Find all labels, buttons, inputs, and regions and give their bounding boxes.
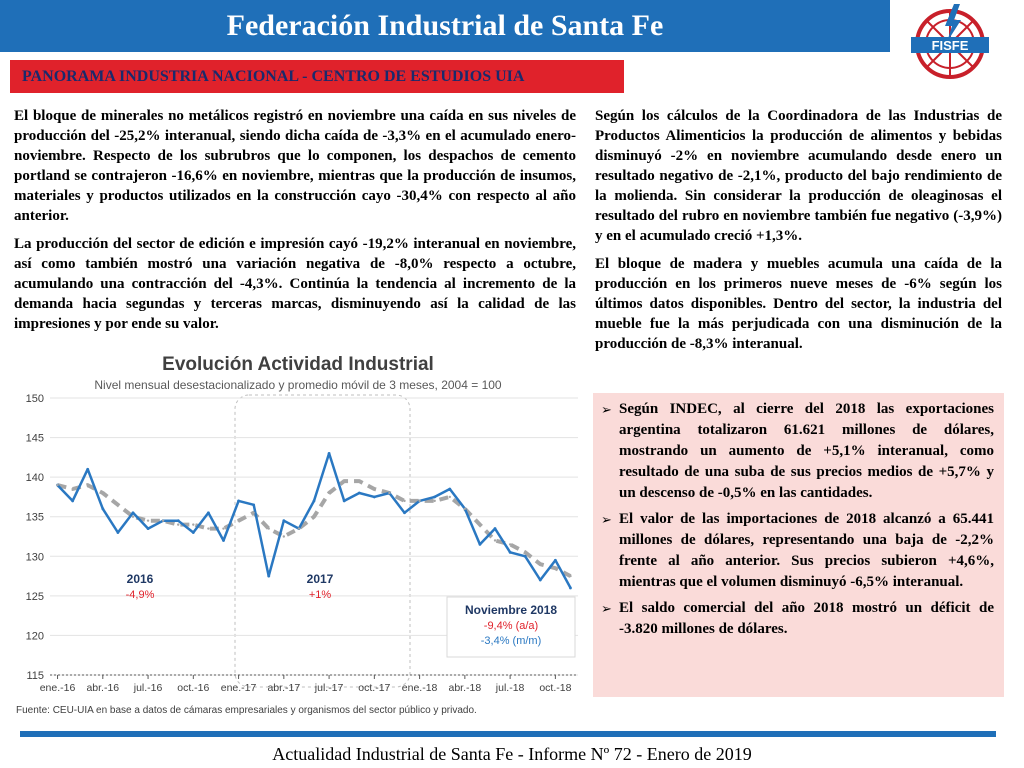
monthly-level-point (509, 551, 512, 554)
paragraph: El bloque de minerales no metálicos registró en noviembre una caída en sus niveles de producción del -25,2% interanual, siendo dicha caída de -3,3% en el acumulado enero-noviembre. Respecto de los subrubros que lo componen, los despachos de cemento portland se contrajeron -16,6% en noviembre, mientras que la producción de insumos, materiales y productos utilizados en la construcción cayo -30,4% con respecto al año anterior. (14, 108, 576, 224)
y-tick-label: 125 (25, 590, 44, 603)
annotation-2017-value: +1% (308, 589, 332, 601)
monthly-level-point (222, 539, 225, 542)
section-banner (10, 60, 624, 93)
moving-average-point (418, 500, 420, 502)
annotation-2016-label: 2016 (126, 572, 154, 586)
y-tick-label: 130 (25, 551, 44, 564)
monthly-level-point (282, 519, 285, 522)
arrow-bullet-icon: ➢ (601, 403, 612, 418)
moving-average-point (283, 535, 285, 537)
list-item (601, 509, 994, 593)
industrial-activity-chart (10, 345, 588, 720)
monthly-level-point (86, 468, 89, 471)
annotation-2017-label: 2017 (306, 572, 334, 586)
moving-average-point (268, 527, 270, 529)
moving-average-point (56, 484, 58, 486)
monthly-level-point (207, 511, 210, 514)
x-tick-label: jul.-17 (314, 682, 344, 694)
moving-average-point (313, 516, 315, 518)
paragraph: La producción del sector de edición e impresión cayó -19,2% interanual en noviembre, así como también mostró una variación negativa de -8,0% respecto a octubre, acumulando una contracción del -4,3%. Continúa la tendencia al incremento de la demanda hacia segundas y terceras marcas, disminuyendo así la calidad de las impresiones y por ende su valor. (14, 236, 576, 332)
y-tick-label: 145 (25, 432, 44, 445)
x-tick-label: ene.-18 (401, 682, 438, 694)
moving-average-point (147, 519, 149, 521)
x-tick-label: oct.-18 (539, 682, 572, 694)
footer-divider (20, 731, 996, 737)
monthly-level-point (569, 587, 572, 590)
bullet-text: El valor de las importaciones de 2018 alcanzó a 65.441 millones de dólares, representando una baja de -2,2% frente al año anterior. Sus precios subieron +4,6%, mientras que el volumen disminuyó -6,5% interanual. (619, 511, 994, 590)
y-tick-label: 115 (26, 670, 44, 682)
moving-average-point (328, 492, 330, 494)
monthly-level-point (192, 531, 195, 534)
monthly-level-point (116, 531, 119, 534)
monthly-level-point (539, 579, 542, 582)
november-2018-label: Noviembre 2018 (464, 603, 558, 617)
moving-average-point (509, 543, 511, 545)
monthly-level-point (177, 519, 180, 522)
monthly-level-point (373, 496, 376, 499)
monthly-level-point (494, 527, 497, 530)
moving-average-point (479, 523, 481, 525)
left-text-column (14, 106, 576, 342)
monthly-level-point (71, 499, 74, 502)
moving-average-point (539, 563, 541, 565)
monthly-level-point (147, 527, 150, 530)
x-tick-label: abr.-17 (267, 682, 301, 694)
monthly-level-line (58, 453, 571, 588)
monthly-level-point (524, 555, 527, 558)
moving-average-point (87, 484, 89, 486)
x-tick-label: oct.-17 (358, 682, 391, 694)
page-title: Federación Industrial de Santa Fe (226, 9, 664, 42)
moving-average-point (569, 575, 571, 577)
chart-svg (10, 345, 588, 720)
annotation-2016-value: -4,9% (125, 589, 155, 601)
monthly-level-point (237, 499, 240, 502)
moving-average-point (298, 527, 300, 529)
moving-average-point (494, 539, 496, 541)
list-item (601, 598, 994, 640)
footer-text: Actualidad Industrial de Santa Fe - Informe Nº 72 - Enero de 2019 (272, 744, 752, 764)
moving-average-point (207, 527, 209, 529)
right-text-column (595, 106, 1002, 362)
bullet-text: El saldo comercial del año 2018 mostró un déficit de -3.820 millones de dólares. (619, 600, 994, 637)
moving-average-point (162, 519, 164, 521)
paragraph: El bloque de madera y muebles acumula una caída de la producción en los primeros nueve meses de -6% según los últimos datos disponibles. Dentro del sector, la industria del mueble fue la más perjudicada con una disminución de la producción de -8,3% interanual. (595, 256, 1002, 352)
y-tick-label: 150 (25, 393, 44, 405)
moving-average-point (117, 504, 119, 506)
section-title: PANORAMA INDUSTRIA NACIONAL - CENTRO DE ESTUDIOS UIA (22, 67, 525, 85)
chart-source: Fuente: CEU-UIA en base a datos de cámaras empresariales y organismos del sector público y privado. (16, 705, 477, 716)
monthly-level-point (433, 496, 436, 499)
bullet-text: Según INDEC, al cierre del 2018 las exportaciones argentina totalizaron 61.621 millones de dólares, mostrando un aumento de +5,1% interanual, como resultado de una suba de sus precios medios de +5,7% y un descenso de -0,5% en las cantidades. (619, 401, 994, 501)
moving-average-point (373, 488, 375, 490)
y-tick-label: 140 (25, 472, 44, 485)
paragraph: Según los cálculos de la Coordinadora de las Industrias de Productos Alimenticios la producción de alimentos y bebidas disminuyó -2% en noviembre acumulando desde enero un resultado negativo de -2,1%, producto del bajo rendimiento de la molienda. Sin considerar la producción de oleaginosas el resultado del rubro en noviembre también fue negativo (-3,9%) y en el acumulado creció +1,3%. (595, 108, 1002, 244)
monthly-level-point (313, 499, 316, 502)
y-tick-label: 120 (25, 630, 44, 643)
monthly-level-point (328, 452, 331, 455)
moving-average-point (252, 512, 254, 514)
page-title-bar (0, 0, 890, 52)
x-tick-label: ene.-17 (220, 682, 257, 694)
moving-average-point (449, 496, 451, 498)
trade-highlight-box (593, 393, 1004, 697)
moving-average-point (358, 480, 360, 482)
y-tick-label: 135 (25, 511, 44, 524)
moving-average-point (71, 488, 73, 490)
x-tick-label: abr.-18 (448, 682, 482, 694)
monthly-level-point (267, 575, 270, 578)
moving-average-point (433, 500, 435, 502)
chart-title: Evolución Actividad Industrial (162, 354, 434, 375)
arrow-bullet-icon: ➢ (601, 513, 612, 528)
monthly-level-point (343, 499, 346, 502)
x-tick-label: abr.-16 (86, 682, 120, 694)
moving-average-point (132, 516, 134, 518)
x-tick-label: oct.-16 (177, 682, 210, 694)
monthly-level-point (132, 511, 135, 514)
moving-average-point (554, 567, 556, 569)
moving-average-point (403, 500, 405, 502)
moving-average-point (192, 523, 194, 525)
monthly-level-point (448, 488, 451, 491)
list-item (601, 399, 994, 504)
x-tick-label: jul.-18 (495, 682, 525, 694)
monthly-level-point (101, 507, 104, 510)
moving-average-point (524, 551, 526, 553)
monthly-level-point (252, 503, 255, 506)
monthly-level-point (554, 559, 557, 562)
monthly-level-point (358, 492, 361, 495)
monthly-level-point (403, 511, 406, 514)
chart-subtitle: Nivel mensual desestacionalizado y promedio móvil de 3 meses, 2004 = 100 (94, 378, 502, 392)
moving-average-point (343, 480, 345, 482)
arrow-bullet-icon: ➢ (601, 602, 612, 617)
x-tick-label: jul.-16 (133, 682, 163, 694)
november-2018-mom: -3,4% (m/m) (480, 635, 542, 647)
moving-average-point (388, 492, 390, 494)
fisfe-logo (905, 4, 995, 84)
logo-text: FISFE (931, 38, 969, 53)
moving-average-point (464, 508, 466, 510)
moving-average-point (102, 492, 104, 494)
monthly-level-point (479, 543, 482, 546)
moving-average-point (222, 527, 224, 529)
november-2018-yoy: -9,4% (a/a) (483, 620, 539, 632)
moving-average-point (177, 523, 179, 525)
moving-average-point (237, 519, 239, 521)
x-tick-label: ene.-16 (39, 682, 76, 694)
